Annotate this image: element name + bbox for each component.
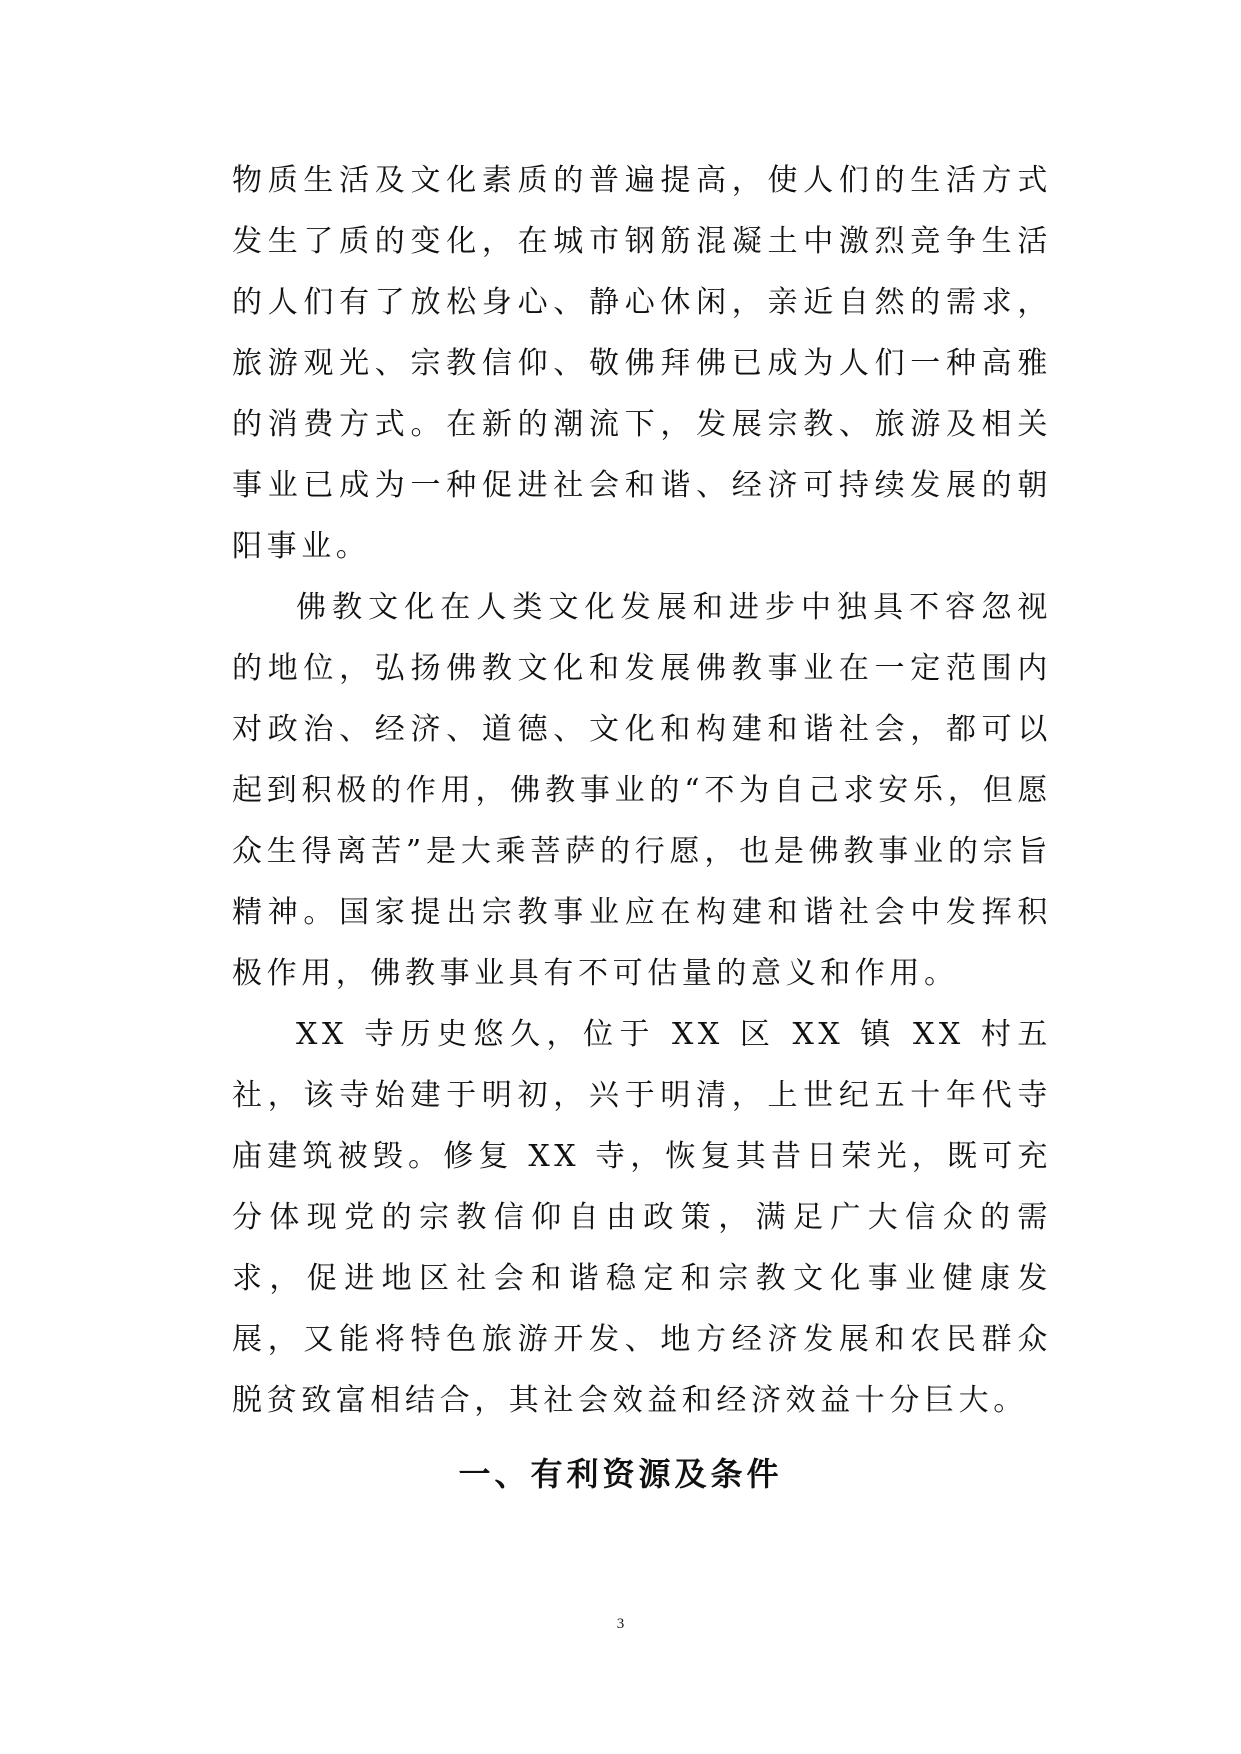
paragraph-buddhist-culture: 佛教文化在人类文化发展和进步中独具不容忽视的地位，弘扬佛教文化和发展佛教事业在一定范围内对政治、经济、道德、文化和构建和谐社会，都可以起到积极的作用，佛教事业的“不为自己求安乐，但愿众生得离苦”是大乘菩萨的行愿，也是佛教事业的宗旨精神。国家提出宗教事业应在构建和谐社会中发挥积极作用，佛教事业具有不可估量的意义和作用。 bbox=[232, 590, 1052, 991]
body-text bbox=[232, 150, 1052, 1431]
section-heading: 一、有利资源及条件 bbox=[458, 1455, 783, 1493]
paragraph-temple-history: XX 寺历史悠久，位于 XX 区 XX 镇 XX 村五社，该寺始建于明初，兴于明清，上世纪五十年代寺庙建筑被毁。修复 XX 寺，恢复其昔日荣光，既可充分体现党的宗教信仰自由政策，满足广大信众的需求，促进地区社会和谐稳定和宗教文化事业健康发展，又能将特色旅游开发、地方经济发展和农民群众脱贫致富相结合，其社会效益和经济效益十分巨大。 bbox=[232, 1017, 1052, 1418]
paragraph-continuation: 物质生活及文化素质的普遍提高，使人们的生活方式发生了质的变化，在城市钢筋混凝土中激烈竞争生活的人们有了放松身心、静心休闲，亲近自然的需求，旅游观光、宗教信仰、敬佛拜佛已成为人们一种高雅的消费方式。在新的潮流下，发展宗教、旅游及相关事业已成为一种促进社会和谐、经济可持续发展的朝阳事业。 bbox=[232, 163, 1052, 564]
page-number: 3 bbox=[616, 1616, 625, 1632]
